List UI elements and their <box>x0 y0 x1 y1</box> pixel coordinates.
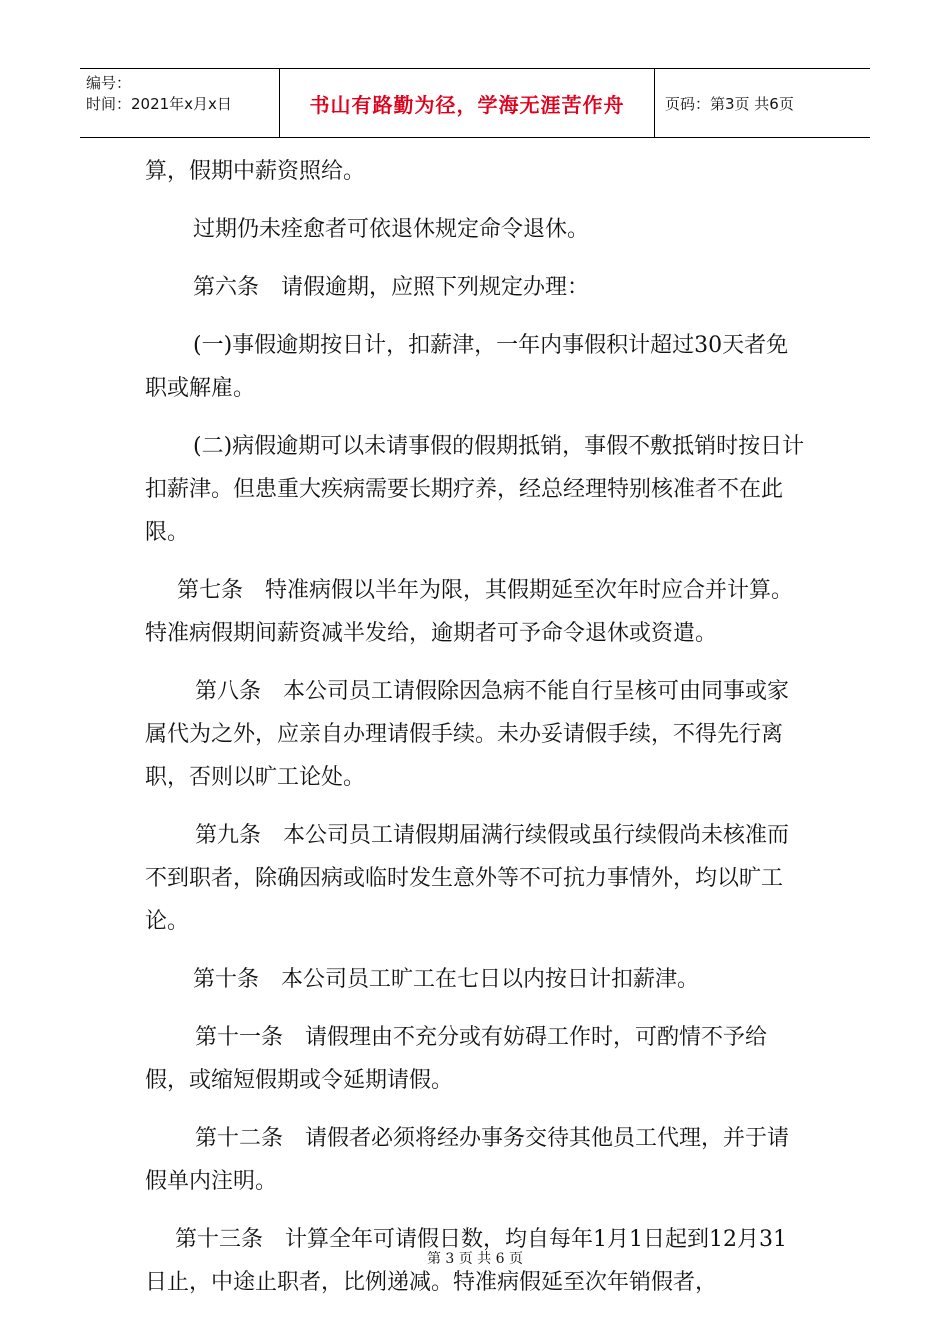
header-motto: 书山有路勤为径，学海无涯苦作舟 <box>280 69 655 137</box>
document-body <box>145 150 805 1319</box>
paragraph: 第六条 请假逾期，应照下列规定办理： <box>193 275 590 300</box>
page-header <box>80 68 870 138</box>
document-number-label: 编号： <box>86 74 132 92</box>
paragraph: (二)病假逾期可以未请事假的假期抵销，事假不敷抵销时按日计扣薪津。但患重大疾病需要长期疗养，经总经理特别核准者不在此限。 <box>145 434 805 545</box>
paragraph: (一)事假逾期按日计，扣薪津，一年内事假积计超过30天者免职或解雇。 <box>145 333 789 401</box>
paragraph: 第十二条 请假者必须将经办事务交待其他员工代理，并于请假单内注明。 <box>145 1126 790 1194</box>
paragraph: 第十条 本公司员工旷工在七日以内按日计扣薪津。 <box>193 967 700 992</box>
paragraph: 过期仍未痊愈者可依退休规定命令退休。 <box>193 217 590 242</box>
header-page-number: 页码：第3页 共6页 <box>665 94 794 113</box>
page-footer: 第 3 页 共 6 页 <box>426 1251 524 1267</box>
paragraph: 第十一条 请假理由不充分或有妨碍工作时，可酌情不予给假，或缩短假期或令延期请假。 <box>145 1025 768 1093</box>
paragraph: 第十三条 计算全年可请假日数，均自每年1月1日起到12月31日止，中途止职者，比例递减。特准病假延至次年销假者， <box>145 1227 787 1295</box>
paragraph: 第七条 特准病假以半年为限，其假期延至次年时应合并计算。特准病假期间薪资减半发给，逾期者可予命令退休或资遣。 <box>145 578 794 646</box>
document-date-label: 时间：2021年x月x日 <box>86 95 232 113</box>
paragraph: 第九条 本公司员工请假期届满行续假或虽行续假尚未核准而不到职者，除确因病或临时发生意外等不可抗力事情外，均以旷工论。 <box>145 823 790 934</box>
paragraph: 算，假期中薪资照给。 <box>145 159 366 184</box>
paragraph: 第八条 本公司员工请假除因急病不能自行呈核可由同事或家属代为之外，应亲自办理请假手续。未办妥请假手续，不得先行离职，否则以旷工论处。 <box>145 679 790 790</box>
header-meta <box>80 69 280 137</box>
